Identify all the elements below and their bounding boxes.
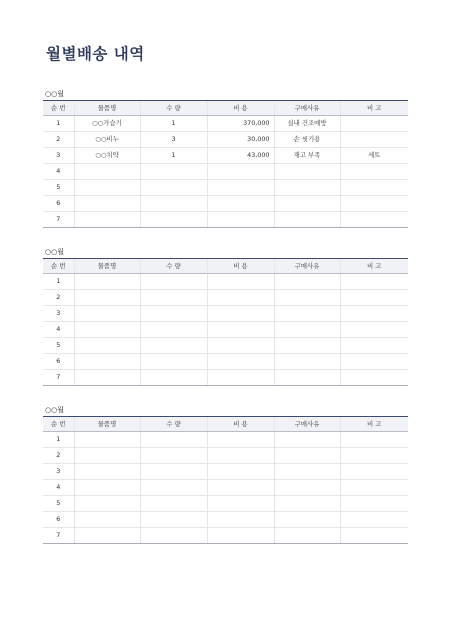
table-row <box>43 148 408 164</box>
cell-quantity <box>140 306 207 322</box>
cell-reason <box>274 212 340 228</box>
cell-quantity <box>140 164 207 180</box>
table-row <box>43 448 408 464</box>
cell-note <box>340 528 408 544</box>
table-row <box>43 338 408 354</box>
cell-note <box>340 512 408 528</box>
cell-item-name <box>74 432 140 448</box>
cell-item-name <box>74 354 140 370</box>
header-item-name: 물품명 <box>74 101 140 116</box>
table-row <box>43 116 408 132</box>
cell-quantity <box>140 290 207 306</box>
cell-note <box>340 370 408 386</box>
cell-seq: 6 <box>43 512 74 528</box>
header-reason: 구매사유 <box>274 101 340 116</box>
cell-item-name <box>74 464 140 480</box>
header-quantity: 수 량 <box>140 417 207 432</box>
cell-cost <box>207 290 274 306</box>
cell-quantity <box>140 338 207 354</box>
delivery-table <box>43 100 408 228</box>
cell-reason <box>274 464 340 480</box>
cell-seq: 1 <box>43 116 74 132</box>
cell-cost <box>207 274 274 290</box>
table-row <box>43 432 408 448</box>
cell-item-name: ○○비누 <box>74 132 140 148</box>
cell-seq: 4 <box>43 480 74 496</box>
cell-cost <box>207 464 274 480</box>
header-seq: 순 번 <box>43 417 74 432</box>
table-row <box>43 196 408 212</box>
cell-item-name <box>74 322 140 338</box>
cell-reason <box>274 480 340 496</box>
header-note: 비 고 <box>340 417 408 432</box>
cell-quantity: 1 <box>140 148 207 164</box>
header-note: 비 고 <box>340 259 408 274</box>
cell-quantity <box>140 274 207 290</box>
cell-note <box>340 180 408 196</box>
cell-item-name <box>74 196 140 212</box>
cell-item-name <box>74 274 140 290</box>
header-reason: 구매사유 <box>274 259 340 274</box>
cell-quantity <box>140 480 207 496</box>
cell-item-name: ○○가습기 <box>74 116 140 132</box>
cell-reason <box>274 448 340 464</box>
cell-seq: 7 <box>43 212 74 228</box>
cell-cost <box>207 528 274 544</box>
cell-item-name <box>74 496 140 512</box>
header-cost: 비 용 <box>207 259 274 274</box>
header-cost: 비 용 <box>207 101 274 116</box>
cell-reason: 손 씻기용 <box>274 132 340 148</box>
cell-note <box>340 116 408 132</box>
cell-note: 세트 <box>340 148 408 164</box>
cell-seq: 6 <box>43 196 74 212</box>
page-title: 월별배송 내역 <box>46 45 145 63</box>
cell-note <box>340 480 408 496</box>
header-seq: 순 번 <box>43 259 74 274</box>
cell-reason <box>274 354 340 370</box>
table-row <box>43 496 408 512</box>
cell-quantity <box>140 432 207 448</box>
cell-item-name <box>74 370 140 386</box>
cell-reason <box>274 528 340 544</box>
table-row <box>43 132 408 148</box>
cell-cost: 43,000 <box>207 148 274 164</box>
cell-reason: 실내 건조예방 <box>274 116 340 132</box>
cell-reason <box>274 338 340 354</box>
section-month-label: ○○월 <box>45 90 64 98</box>
cell-item-name <box>74 164 140 180</box>
table-row <box>43 370 408 386</box>
cell-seq: 5 <box>43 180 74 196</box>
cell-quantity <box>140 180 207 196</box>
cell-note <box>340 338 408 354</box>
cell-item-name <box>74 338 140 354</box>
cell-cost <box>207 448 274 464</box>
cell-cost <box>207 496 274 512</box>
cell-reason <box>274 512 340 528</box>
cell-cost <box>207 322 274 338</box>
cell-seq: 6 <box>43 354 74 370</box>
cell-seq: 3 <box>43 464 74 480</box>
cell-reason <box>274 432 340 448</box>
cell-note <box>340 274 408 290</box>
cell-quantity <box>140 354 207 370</box>
header-note: 비 고 <box>340 101 408 116</box>
cell-note <box>340 196 408 212</box>
cell-item-name <box>74 180 140 196</box>
cell-cost <box>207 338 274 354</box>
cell-reason: 재고 부족 <box>274 148 340 164</box>
section-month-label: ○○월 <box>45 406 64 414</box>
cell-seq: 1 <box>43 432 74 448</box>
table-header-row <box>43 259 408 274</box>
cell-quantity <box>140 370 207 386</box>
table-row <box>43 322 408 338</box>
cell-reason <box>274 370 340 386</box>
cell-quantity <box>140 464 207 480</box>
table-row <box>43 180 408 196</box>
cell-cost <box>207 212 274 228</box>
cell-item-name <box>74 448 140 464</box>
cell-cost <box>207 354 274 370</box>
cell-note <box>340 322 408 338</box>
section-month-label: ○○월 <box>45 248 64 256</box>
table-row <box>43 528 408 544</box>
table-row <box>43 354 408 370</box>
cell-seq: 5 <box>43 338 74 354</box>
month-section-3 <box>43 405 408 544</box>
cell-seq: 5 <box>43 496 74 512</box>
cell-seq: 4 <box>43 322 74 338</box>
cell-seq: 7 <box>43 370 74 386</box>
cell-quantity: 3 <box>140 132 207 148</box>
cell-seq: 1 <box>43 274 74 290</box>
cell-note <box>340 432 408 448</box>
cell-item-name <box>74 512 140 528</box>
delivery-table <box>43 258 408 386</box>
cell-reason <box>274 274 340 290</box>
header-reason: 구매사유 <box>274 417 340 432</box>
cell-cost <box>207 164 274 180</box>
cell-reason <box>274 322 340 338</box>
cell-note <box>340 496 408 512</box>
table-header-row <box>43 417 408 432</box>
cell-seq: 3 <box>43 148 74 164</box>
cell-cost <box>207 306 274 322</box>
table-row <box>43 306 408 322</box>
cell-seq: 2 <box>43 290 74 306</box>
month-section-2 <box>43 247 408 386</box>
cell-quantity <box>140 512 207 528</box>
cell-reason <box>274 164 340 180</box>
cell-cost <box>207 180 274 196</box>
table-row <box>43 212 408 228</box>
cell-quantity <box>140 528 207 544</box>
cell-cost <box>207 432 274 448</box>
cell-seq: 2 <box>43 448 74 464</box>
cell-item-name <box>74 480 140 496</box>
cell-note <box>340 132 408 148</box>
cell-cost <box>207 196 274 212</box>
cell-item-name <box>74 528 140 544</box>
header-seq: 순 번 <box>43 101 74 116</box>
table-row <box>43 290 408 306</box>
cell-cost: 30,000 <box>207 132 274 148</box>
cell-note <box>340 354 408 370</box>
table-row <box>43 480 408 496</box>
cell-item-name <box>74 212 140 228</box>
cell-item-name <box>74 306 140 322</box>
cell-cost <box>207 512 274 528</box>
cell-reason <box>274 306 340 322</box>
cell-cost: 370,000 <box>207 116 274 132</box>
cell-quantity <box>140 448 207 464</box>
cell-cost <box>207 370 274 386</box>
header-quantity: 수 량 <box>140 101 207 116</box>
delivery-table <box>43 416 408 544</box>
header-item-name: 물품명 <box>74 417 140 432</box>
cell-quantity: 1 <box>140 116 207 132</box>
cell-reason <box>274 180 340 196</box>
header-quantity: 수 량 <box>140 259 207 274</box>
cell-cost <box>207 480 274 496</box>
cell-note <box>340 212 408 228</box>
cell-reason <box>274 496 340 512</box>
cell-quantity <box>140 212 207 228</box>
cell-seq: 3 <box>43 306 74 322</box>
header-item-name: 물품명 <box>74 259 140 274</box>
cell-note <box>340 306 408 322</box>
month-section-1 <box>43 89 408 228</box>
cell-reason <box>274 290 340 306</box>
table-row <box>43 274 408 290</box>
cell-note <box>340 290 408 306</box>
cell-seq: 2 <box>43 132 74 148</box>
cell-note <box>340 164 408 180</box>
cell-quantity <box>140 196 207 212</box>
cell-quantity <box>140 496 207 512</box>
cell-note <box>340 464 408 480</box>
cell-item-name: ○○치약 <box>74 148 140 164</box>
cell-seq: 7 <box>43 528 74 544</box>
cell-item-name <box>74 290 140 306</box>
table-header-row <box>43 101 408 116</box>
table-row <box>43 464 408 480</box>
cell-note <box>340 448 408 464</box>
cell-seq: 4 <box>43 164 74 180</box>
cell-reason <box>274 196 340 212</box>
cell-quantity <box>140 322 207 338</box>
table-row <box>43 164 408 180</box>
table-row <box>43 512 408 528</box>
header-cost: 비 용 <box>207 417 274 432</box>
